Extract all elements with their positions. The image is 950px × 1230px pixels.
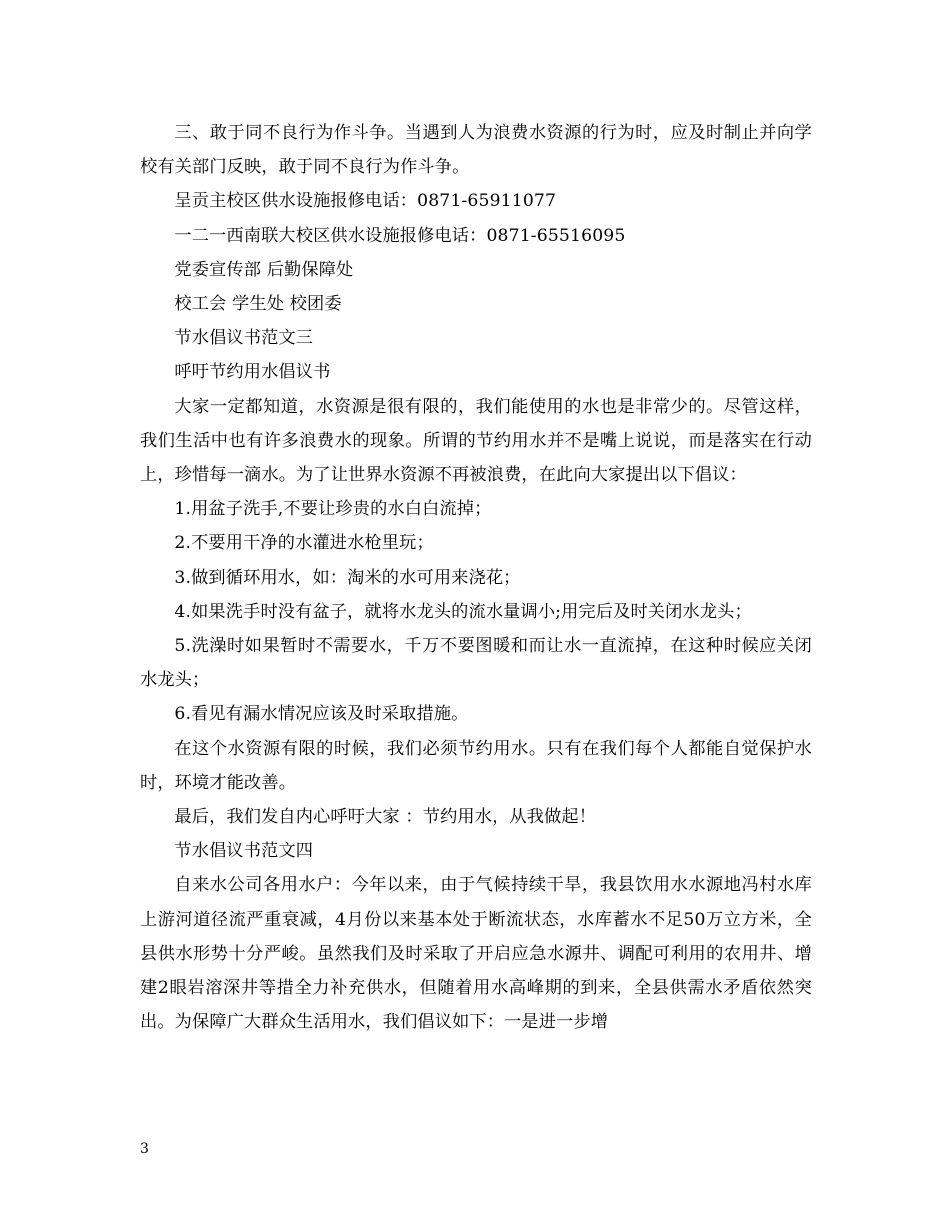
list-item-6: 6.看见有漏水情况应该及时采取措施。: [174, 704, 469, 725]
heading-sample-three: 节水倡议书范文三: [174, 328, 314, 349]
list-item-4: 4.如果洗手时没有盆子，就将水龙头的流水量调小;用完后及时关闭水龙头；: [174, 601, 752, 622]
document-body: [140, 116, 812, 1039]
paragraph-signatory-2: 校工会 学生处 校团委: [174, 294, 342, 315]
paragraph-signatory-1: 党委宣传部 后勤保障处: [174, 259, 354, 280]
paragraph-section-three: 三、敢于同不良行为作斗争。当遇到人为浪费水资源的行为时，应及时制止并向学校有关部门反映，敢于同不良行为作斗争。: [140, 123, 812, 178]
list-item-3: 3.做到循环用水，如：淘米的水可用来浇花；: [174, 567, 521, 588]
page-number: 3: [140, 1141, 149, 1157]
paragraph-intro: 大家一定都知道，水资源是很有限的，我们能使用的水也是非常少的。尽管这样，我们生活中也有许多浪费水的现象。所谓的节约用水并不是嘴上说说，而是落实在行动上，珍惜每一滴水。为了让世界水资源不再被浪费，在此向大家提出以下倡议：: [140, 396, 812, 486]
list-item-5: 5.洗澡时如果暂时不需要水，千万不要图暖和而让水一直流掉，在这种时候应关闭水龙头；: [140, 636, 812, 691]
list-item-1: 1.用盆子洗手,不要让珍贵的水白白流掉；: [174, 499, 492, 520]
heading-proposal-title: 呼吁节约用水倡议书: [174, 362, 331, 383]
paragraph-closing-call: 最后，我们发自内心呼吁大家 ：节约用水，从我做起！: [174, 807, 597, 828]
list-item-2: 2.不要用干净的水灌进水枪里玩；: [174, 533, 434, 554]
paragraph-repair-phone-lianda: 一二一西南联大校区供水设施报修电话：0871-65516095: [174, 225, 626, 246]
paragraph-conclusion: 在这个水资源有限的时候，我们必须节约用水。只有在我们每个人都能自觉保护水时，环境才能改善。: [140, 738, 812, 793]
paragraph-sample-four-body: 自来水公司各用水户：今年以来，由于气候持续干旱，我县饮用水水源地冯村水库上游河道径流严重衰减，4月份以来基本处于断流状态，水库蓄水不足50万立方米，全县供水形势十分严峻。虽然我们及时采取了开启应急水源井、调配可利用的农用井、增建2眼岩溶深井等措全力补充供水，但随着用水高峰期的到来，全县供需水矛盾依然突出。为保障广大群众生活用水，我们倡议如下：一是进一步增: [140, 875, 812, 1033]
paragraph-repair-phone-chenggong: 呈贡主校区供水设施报修电话：0871-65911077: [174, 191, 557, 212]
heading-sample-four: 节水倡议书范文四: [174, 841, 314, 862]
